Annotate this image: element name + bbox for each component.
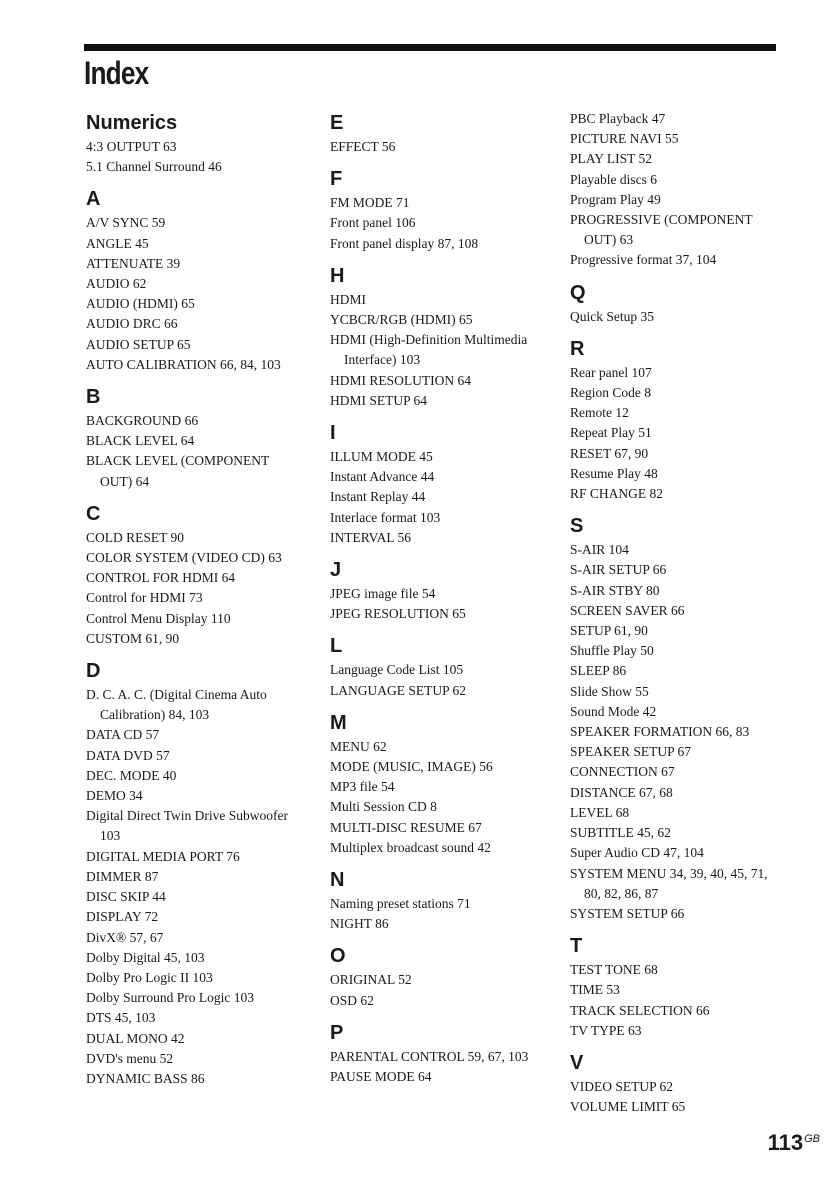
index-entry: TV TYPE 63 (570, 1022, 642, 1038)
index-entry: TEST TONE 68 (570, 962, 658, 978)
index-entry: CONNECTION 67 (570, 764, 675, 780)
index-entry: AUDIO (HDMI) 65 (86, 296, 195, 312)
index-entry: TIME 53 (570, 982, 620, 998)
index-entry: Digital Direct Twin Drive Subwoofer 103 (86, 808, 289, 844)
index-entry: MP3 file 54 (330, 779, 395, 795)
index-entry: SETUP 61, 90 (570, 623, 648, 639)
section-letter: R (570, 337, 585, 360)
header-rule (84, 44, 776, 51)
index-entry: CONTROL FOR HDMI 64 (86, 570, 236, 586)
index-entry: JPEG image file 54 (330, 586, 436, 602)
index-entry: Remote 12 (570, 405, 629, 421)
index-entry: HDMI (330, 291, 366, 307)
index-entry: NIGHT 86 (330, 916, 389, 932)
index-entry: Sound Mode 42 (570, 703, 657, 719)
index-entry: HDMI RESOLUTION 64 (330, 372, 471, 388)
index-entry: CUSTOM 61, 90 (86, 630, 180, 646)
section-letter: B (86, 386, 101, 409)
section-letter: D (86, 660, 101, 683)
index-entry: Slide Show 55 (570, 683, 649, 699)
page-number-value: 113 (767, 1130, 804, 1155)
index-entry: Multiplex broadcast sound 42 (330, 839, 491, 855)
index-entry: INTERVAL 56 (330, 529, 412, 545)
section-letter: E (330, 112, 344, 134)
index-entry: Dolby Digital 45, 103 (86, 949, 205, 965)
index-entry: LANGUAGE SETUP 62 (330, 682, 466, 698)
index-entry: EFFECT 56 (330, 139, 396, 154)
section-letter: L (330, 635, 343, 658)
index-entry: VIDEO SETUP 62 (570, 1078, 673, 1094)
section-letter: O (330, 945, 346, 968)
index-entry: DISPLAY 72 (86, 909, 159, 925)
index-entry: TRACK SELECTION 66 (570, 1002, 710, 1018)
index-entry: Interlace format 103 (330, 509, 441, 525)
index-entry: PBC Playback 47 (570, 111, 666, 126)
page-number (768, 1130, 820, 1156)
index-entry: Progressive format 37, 104 (570, 252, 717, 268)
index-entry: Multi Session CD 8 (330, 799, 437, 815)
index-entry: DIMMER 87 (86, 868, 159, 884)
index-entry: S-AIR 104 (570, 542, 629, 558)
index-column-left (86, 109, 296, 1089)
index-entry: SYSTEM MENU 34, 39, 40, 45, 71, 80, 82, 86, 87 (570, 865, 768, 901)
index-entry: SLEEP 86 (570, 663, 627, 679)
index-entry: Dolby Pro Logic II 103 (86, 969, 213, 985)
section-letter: F (330, 168, 343, 191)
index-entry: PICTURE NAVI 55 (570, 131, 679, 147)
index-entry: SCREEN SAVER 66 (570, 602, 685, 618)
index-entry: A/V SYNC 59 (86, 215, 166, 231)
index-entry: Language Code List 105 (330, 662, 464, 678)
index-entry: SYSTEM SETUP 66 (570, 905, 685, 921)
index-entry: AUDIO DRC 66 (86, 316, 178, 332)
section-letter: M (330, 711, 347, 734)
index-column-middle (330, 109, 540, 1087)
index-entry: Instant Replay 44 (330, 489, 426, 505)
index-entry: Shuffle Play 50 (570, 643, 654, 659)
index-entry: JPEG RESOLUTION 65 (330, 606, 466, 622)
index-entry: ATTENUATE 39 (86, 255, 181, 271)
index-entry: BLACK LEVEL 64 (86, 433, 195, 449)
index-column-right (570, 109, 780, 1117)
index-entry: DISTANCE 67, 68 (570, 784, 673, 800)
index-entry: Control for HDMI 73 (86, 590, 203, 606)
index-entry: MULTI-DISC RESUME 67 (330, 819, 482, 835)
index-entry: MENU 62 (330, 738, 387, 754)
index-entry: 5.1 Channel Surround 46 (86, 159, 222, 175)
index-entry: D. C. A. C. (Digital Cinema Auto Calibration) 84, 103 (86, 687, 267, 723)
index-entry: Naming preset stations 71 (330, 896, 471, 912)
index-entry: HDMI (High-Definition Multimedia Interface) 103 (330, 332, 528, 368)
index-entry: Front panel 106 (330, 215, 416, 231)
index-entry: DISC SKIP 44 (86, 889, 166, 905)
section-letter: Q (570, 281, 586, 304)
section-letter: A (86, 188, 101, 211)
section-letter: P (330, 1021, 344, 1044)
index-entry: VOLUME LIMIT 65 (570, 1099, 686, 1115)
section-letter: T (570, 935, 583, 958)
index-entry: DivX® 57, 67 (86, 929, 164, 945)
index-entry: BACKGROUND 66 (86, 413, 199, 429)
index-entry: Control Menu Display 110 (86, 610, 231, 626)
index-entry: S-AIR STBY 80 (570, 582, 660, 598)
index-entry: Rear panel 107 (570, 364, 652, 380)
section-letter: J (330, 559, 342, 582)
index-entry: DIGITAL MEDIA PORT 76 (86, 848, 240, 864)
index-entry: Instant Advance 44 (330, 469, 435, 485)
index-entry: Dolby Surround Pro Logic 103 (86, 990, 254, 1006)
index-entry: Program Play 49 (570, 191, 661, 207)
section-letter: C (86, 502, 101, 525)
index-entry: ORIGINAL 52 (330, 972, 412, 988)
index-entry: HDMI SETUP 64 (330, 392, 428, 408)
index-entry: DUAL MONO 42 (86, 1030, 185, 1046)
index-entry: Region Code 8 (570, 385, 651, 401)
index-entry: AUDIO 62 (86, 276, 147, 292)
index-entry: AUDIO SETUP 65 (86, 336, 191, 352)
index-entry: 4:3 OUTPUT 63 (86, 139, 177, 154)
index-entry: OSD 62 (330, 992, 374, 1008)
index-entry: S-AIR SETUP 66 (570, 562, 667, 578)
index-entry: Super Audio CD 47, 104 (570, 845, 704, 861)
index-entry: SPEAKER SETUP 67 (570, 744, 692, 760)
index-entry: SPEAKER FORMATION 66, 83 (570, 724, 750, 740)
index-entry: Resume Play 48 (570, 465, 658, 481)
index-entry: SUBTITLE 45, 62 (570, 825, 671, 841)
section-letter: I (330, 422, 336, 445)
index-entry: COLD RESET 90 (86, 529, 185, 545)
index-entry: Playable discs 6 (570, 171, 657, 187)
index-entry: LEVEL 68 (570, 804, 630, 820)
index-entry: DTS 45, 103 (86, 1010, 156, 1026)
index-entry: ILLUM MODE 45 (330, 449, 433, 465)
section-letter: H (330, 264, 345, 287)
section-letter: Numerics (86, 112, 178, 134)
section-letter: S (570, 515, 584, 538)
index-entry: DATA CD 57 (86, 727, 160, 743)
index-entry: RESET 67, 90 (570, 445, 649, 461)
index-entry: ANGLE 45 (86, 235, 149, 251)
index-entry: Repeat Play 51 (570, 425, 652, 441)
index-entry: DEMO 34 (86, 788, 143, 804)
index-entry: PARENTAL CONTROL 59, 67, 103 (330, 1048, 529, 1064)
index-entry: DATA DVD 57 (86, 747, 170, 763)
index-entry: PROGRESSIVE (COMPONENT OUT) 63 (570, 212, 753, 248)
index-entry: PAUSE MODE 64 (330, 1069, 432, 1085)
section-letter: V (570, 1051, 584, 1074)
index-entry: AUTO CALIBRATION 66, 84, 103 (86, 356, 281, 372)
index-entry: Quick Setup 35 (570, 308, 654, 324)
index-entry: RF CHANGE 82 (570, 486, 664, 502)
index-entry: MODE (MUSIC, IMAGE) 56 (330, 759, 493, 775)
index-entry: COLOR SYSTEM (VIDEO CD) 63 (86, 550, 282, 566)
page-title: Index (84, 55, 149, 91)
page-number-suffix: GB (804, 1132, 820, 1145)
index-entry: YCBCR/RGB (HDMI) 65 (330, 312, 473, 328)
index-entry: DVD's menu 52 (86, 1050, 174, 1066)
section-letter: N (330, 869, 345, 892)
index-entry: Front panel display 87, 108 (330, 235, 479, 251)
index-entry: FM MODE 71 (330, 195, 410, 211)
index-entry: DEC. MODE 40 (86, 767, 177, 783)
index-entry: PLAY LIST 52 (570, 151, 653, 167)
index-entry: BLACK LEVEL (COMPONENT OUT) 64 (86, 453, 269, 489)
index-entry: DYNAMIC BASS 86 (86, 1070, 205, 1086)
